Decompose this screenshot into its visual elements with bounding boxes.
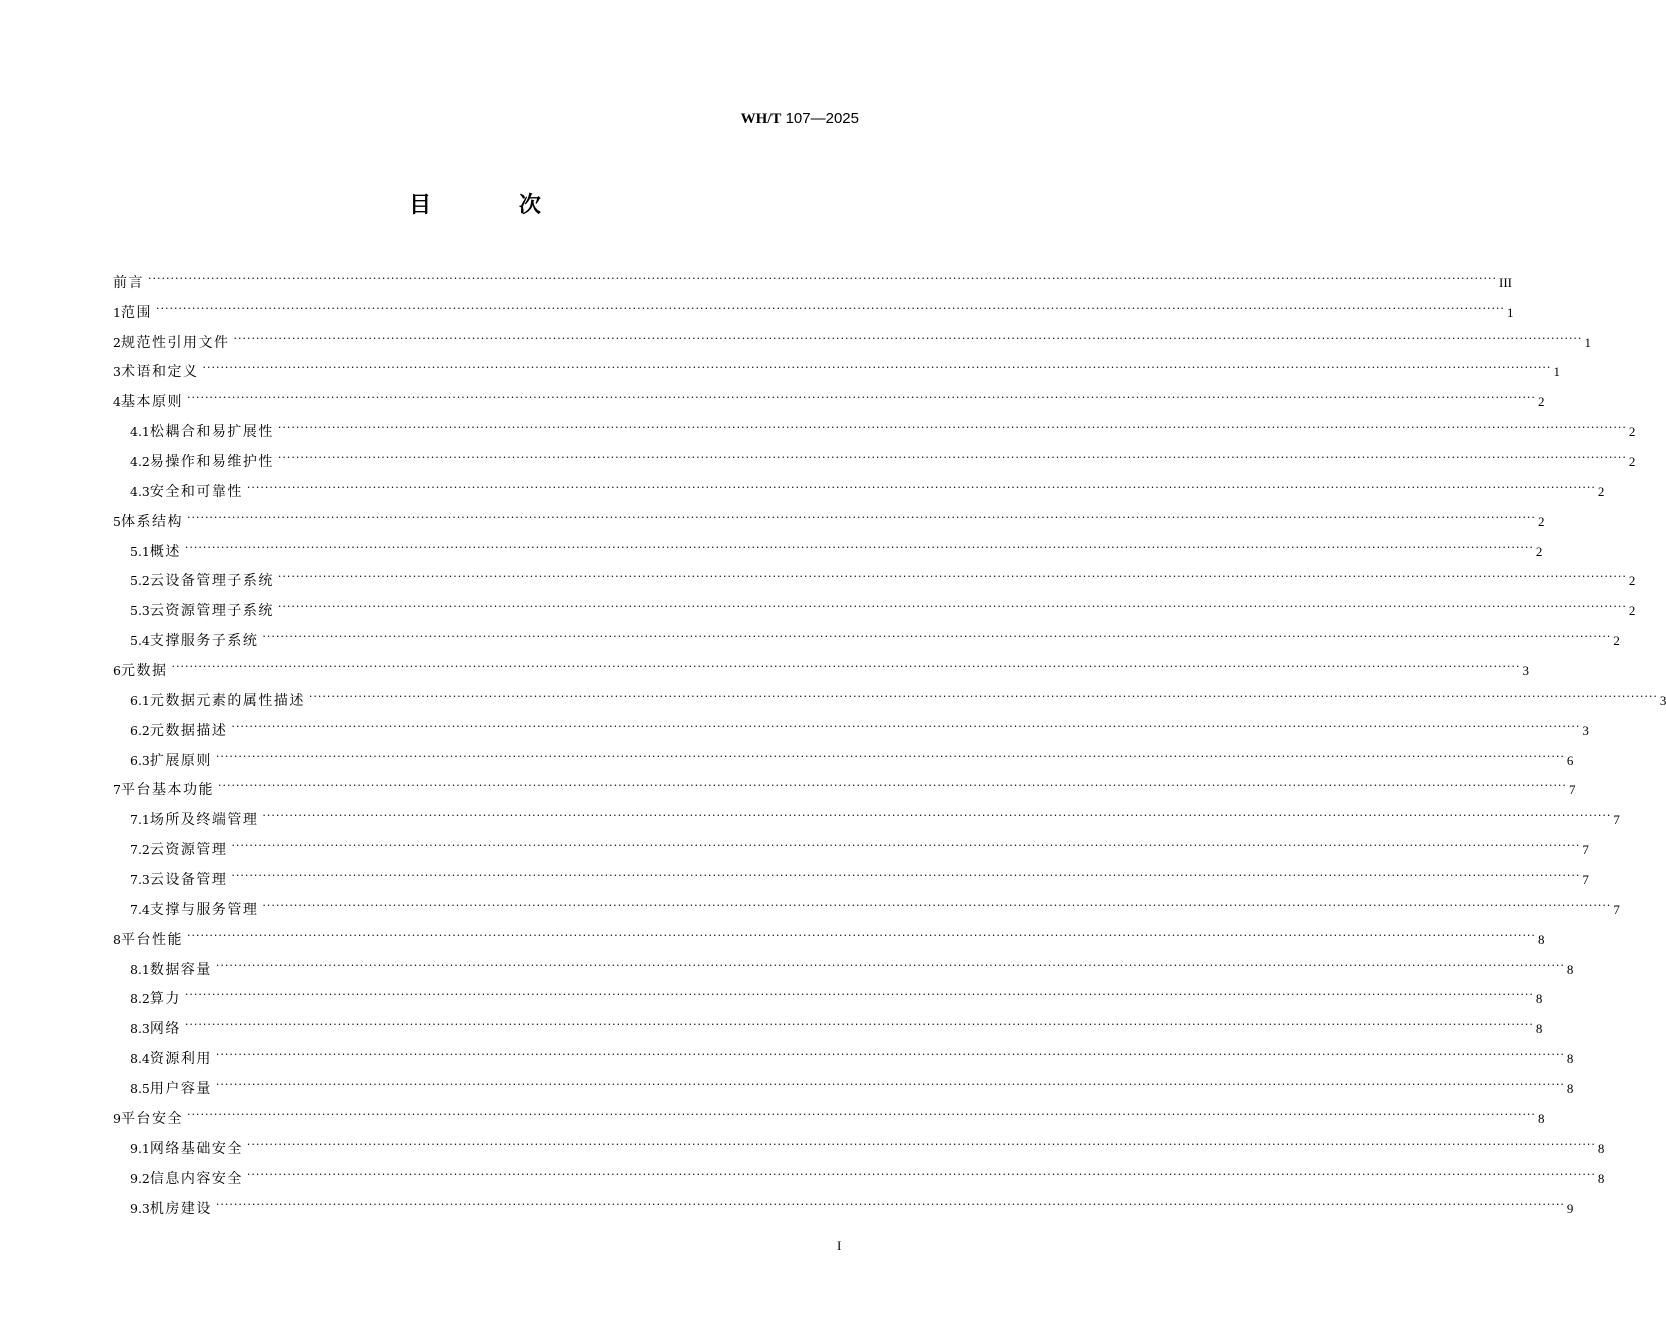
- toc-entry[interactable]: [113, 622, 1620, 652]
- toc-entry-page: 2: [1613, 633, 1620, 649]
- toc-dot-leader: ············································································································································································································································································································: [277, 421, 1627, 435]
- table-of-contents: [113, 264, 1666, 1220]
- toc-entry-label: 数据容量: [149, 961, 212, 978]
- toc-entry-number: 8: [113, 931, 121, 947]
- toc-entry-number: 4.1: [130, 424, 150, 440]
- toc-entry-page: 7: [1613, 812, 1620, 828]
- toc-entry-label: 元数据描述: [149, 722, 228, 739]
- toc-entry-page: 2: [1535, 543, 1543, 559]
- toc-entry-label: 支撑服务子系统: [149, 633, 259, 650]
- toc-entry[interactable]: [113, 831, 1589, 861]
- toc-entry-page: 2: [1628, 454, 1636, 470]
- toc-entry-label: 用户容量: [149, 1081, 212, 1098]
- toc-entry[interactable]: [113, 1010, 1543, 1040]
- toc-entry-label: 网络: [149, 1021, 181, 1038]
- toc-dot-leader: ············································································································································································································································································································: [215, 1048, 1565, 1062]
- toc-entry-label: 资源利用: [149, 1051, 212, 1068]
- toc-entry[interactable]: [113, 294, 1514, 324]
- toc-entry-number: 6: [113, 663, 121, 679]
- toc-entry-label: 信息内容安全: [149, 1170, 243, 1187]
- toc-entry-page: 7: [1582, 842, 1589, 858]
- toc-entry-page: 6: [1566, 752, 1574, 768]
- toc-entry-number: 5.2: [130, 573, 150, 589]
- toc-entry-page: 1: [1553, 364, 1560, 380]
- toc-entry[interactable]: [113, 354, 1560, 384]
- toc-entry-label: 平台性能: [120, 931, 183, 948]
- toc-dot-leader: ············································································································································································································································································································: [186, 510, 1536, 524]
- toc-entry[interactable]: [113, 413, 1636, 443]
- toc-entry-page: 2: [1628, 424, 1636, 440]
- toc-entry-page: 2: [1537, 513, 1545, 529]
- toc-entry-label: 前言: [113, 274, 144, 291]
- toc-dot-leader: ············································································································································································································································································································: [186, 1107, 1536, 1121]
- toc-entry-number: 7.1: [130, 812, 150, 828]
- toc-entry-number: 8.5: [130, 1081, 150, 1097]
- toc-dot-leader: ············································································································································································································································································································: [215, 749, 1565, 763]
- toc-entry-number: 4: [113, 394, 121, 410]
- toc-entry-label: 平台安全: [120, 1110, 183, 1127]
- toc-dot-leader: ············································································································································································································································································································: [277, 600, 1627, 614]
- toc-entry[interactable]: [113, 742, 1574, 772]
- toc-entry[interactable]: [113, 383, 1545, 413]
- toc-dot-leader: ············································································································································································································································································································: [184, 988, 1534, 1002]
- toc-entry[interactable]: [113, 1100, 1545, 1130]
- toc-entry-number: 7: [113, 782, 121, 798]
- toc-entry[interactable]: [113, 652, 1529, 682]
- toc-dot-leader: ············································································································································································································································································································: [171, 660, 1521, 674]
- toc-dot-leader: ············································································································································································································································································································: [246, 1167, 1596, 1181]
- standard-prefix: WH/T: [740, 111, 782, 127]
- toc-entry-page: 9: [1566, 1200, 1574, 1216]
- toc-entry-number: 9: [113, 1110, 121, 1126]
- toc-entry-number: 7.4: [130, 901, 150, 917]
- toc-entry-label: 平台基本功能: [120, 782, 214, 799]
- toc-dot-leader: ············································································································································································································································································································: [231, 839, 1581, 853]
- toc-entry[interactable]: [113, 533, 1543, 563]
- toc-dot-leader: ············································································································································································································································································································: [148, 271, 1497, 285]
- toc-entry-label: 机房建设: [149, 1200, 212, 1217]
- toc-entry[interactable]: [113, 682, 1666, 712]
- toc-entry[interactable]: [113, 1160, 1605, 1190]
- toc-entry-number: 2: [113, 334, 121, 350]
- toc-entry[interactable]: [113, 324, 1591, 354]
- toc-dot-leader: ············································································································································································································································································································: [246, 480, 1596, 494]
- toc-entry[interactable]: [113, 861, 1589, 891]
- toc-entry-number: 8.3: [130, 1021, 150, 1037]
- toc-dot-leader: ············································································································································································································································································································: [231, 869, 1581, 883]
- toc-entry[interactable]: [113, 1190, 1574, 1220]
- toc-entry[interactable]: [113, 443, 1636, 473]
- toc-entry-number: 9.2: [130, 1170, 150, 1186]
- toc-dot-leader: ············································································································································································································································································································: [308, 689, 1658, 703]
- toc-entry-label: 规范性引用文件: [120, 334, 230, 351]
- toc-entry-label: 概述: [149, 543, 181, 560]
- toc-entry-label: 元数据元素的属性描述: [149, 692, 305, 709]
- toc-entry-number: 8.1: [130, 961, 150, 977]
- toc-dot-leader: ············································································································································································································································································································: [215, 958, 1565, 972]
- toc-entry-number: 5: [113, 513, 121, 529]
- toc-entry[interactable]: [113, 592, 1636, 622]
- toc-entry-label: 云资源管理子系统: [149, 603, 274, 620]
- toc-entry-number: 6.3: [130, 752, 150, 768]
- toc-entry[interactable]: [113, 981, 1543, 1011]
- toc-entry-label: 松耦合和易扩展性: [149, 424, 274, 441]
- toc-entry-page: 2: [1628, 603, 1636, 619]
- toc-dot-leader: ············································································································································································································································································································: [233, 331, 1583, 345]
- toc-entry-number: 8.4: [130, 1051, 150, 1067]
- toc-entry-page: 8: [1566, 1081, 1574, 1097]
- toc-dot-leader: ············································································································································································································································································································: [155, 301, 1505, 315]
- toc-entry[interactable]: [113, 712, 1589, 742]
- toc-entry[interactable]: [113, 1040, 1574, 1070]
- toc-entry-page: 7: [1613, 901, 1620, 917]
- toc-entry-number: 5.3: [130, 603, 150, 619]
- toc-entry-label: 云资源管理: [149, 842, 228, 859]
- toc-entry-label: 易操作和易维护性: [149, 454, 274, 471]
- toc-entry[interactable]: [113, 801, 1620, 831]
- toc-entry-number: 9.3: [130, 1200, 150, 1216]
- toc-entry-label: 扩展原则: [149, 752, 212, 769]
- standard-number: 107—2025: [785, 110, 859, 127]
- toc-entry[interactable]: [113, 473, 1605, 503]
- toc-entry-page: 8: [1535, 1021, 1543, 1037]
- toc-entry-page: 3: [1659, 692, 1666, 708]
- toc-dot-leader: ············································································································································································································································································································: [217, 779, 1567, 793]
- toc-entry-number: 5.1: [130, 543, 150, 559]
- toc-dot-leader: ············································································································································································································································································································: [277, 570, 1627, 584]
- toc-entry-label: 元数据: [120, 663, 168, 680]
- toc-dot-leader: ············································································································································································································································································································: [215, 1197, 1565, 1211]
- toc-entry-page: 8: [1566, 961, 1574, 977]
- toc-entry-number: 7.3: [130, 872, 150, 888]
- toc-entry-number: 6.1: [130, 692, 150, 708]
- toc-entry-page: 2: [1537, 394, 1545, 410]
- toc-entry-page: 7: [1582, 872, 1589, 888]
- toc-entry-label: 场所及终端管理: [149, 812, 259, 829]
- toc-entry-label: 网络基础安全: [149, 1140, 243, 1157]
- toc-entry[interactable]: [113, 563, 1636, 593]
- standard-code: [741, 110, 859, 128]
- toc-dot-leader: ············································································································································································································································································································: [215, 1078, 1565, 1092]
- toc-entry-page: 3: [1582, 722, 1589, 738]
- toc-entry-label: 术语和定义: [120, 364, 199, 381]
- toc-entry-number: 1: [113, 304, 121, 320]
- toc-entry-label: 范围: [120, 304, 152, 321]
- toc-entry-page: 8: [1597, 1170, 1605, 1186]
- toc-entry[interactable]: [113, 891, 1620, 921]
- toc-entry-page: 3: [1522, 663, 1529, 679]
- toc-entry-number: 7.2: [130, 842, 150, 858]
- toc-dot-leader: ············································································································································································································································································································: [186, 928, 1536, 942]
- toc-entry-label: 算力: [149, 991, 181, 1008]
- toc-entry[interactable]: [113, 503, 1545, 533]
- toc-entry-page: 7: [1568, 782, 1576, 798]
- toc-title: 目 次: [409, 193, 581, 218]
- toc-entry-page: III: [1498, 274, 1512, 290]
- toc-entry-number: 4.2: [130, 454, 150, 470]
- toc-entry-number: 9.1: [130, 1140, 150, 1156]
- toc-dot-leader: ············································································································································································································································································································: [184, 540, 1534, 554]
- toc-entry[interactable]: [113, 1070, 1574, 1100]
- toc-entry-number: 6.2: [130, 722, 150, 738]
- toc-entry-label: 支撑与服务管理: [149, 901, 259, 918]
- toc-dot-leader: ············································································································································································································································································································: [262, 809, 1612, 823]
- toc-entry-label: 安全和可靠性: [149, 483, 243, 500]
- toc-entry-label: 基本原则: [120, 394, 183, 411]
- toc-dot-leader: ············································································································································································································································································································: [231, 719, 1581, 733]
- toc-entry-page: 8: [1597, 1140, 1605, 1156]
- toc-entry-label: 体系结构: [120, 513, 183, 530]
- toc-dot-leader: ············································································································································································································································································································: [277, 451, 1627, 465]
- toc-entry[interactable]: [113, 1130, 1605, 1160]
- toc-entry[interactable]: [113, 264, 1512, 294]
- toc-entry-label: 云设备管理: [149, 872, 228, 889]
- toc-entry-page: 8: [1535, 991, 1543, 1007]
- toc-entry[interactable]: [113, 951, 1574, 981]
- toc-entry[interactable]: [113, 921, 1545, 951]
- toc-dot-leader: ············································································································································································································································································································: [262, 898, 1612, 912]
- toc-entry-page: 1: [1506, 304, 1514, 320]
- toc-entry-number: 3: [113, 364, 121, 380]
- toc-dot-leader: ············································································································································································································································································································: [246, 1137, 1596, 1151]
- toc-dot-leader: ············································································································································································································································································································: [186, 391, 1536, 405]
- toc-entry-number: 5.4: [130, 633, 150, 649]
- toc-entry-number: 8.2: [130, 991, 150, 1007]
- toc-entry-page: 2: [1628, 573, 1636, 589]
- toc-entry-number: 4.3: [130, 483, 150, 499]
- toc-entry-page: 8: [1537, 1110, 1545, 1126]
- toc-dot-leader: ············································································································································································································································································································: [262, 630, 1612, 644]
- page-number: I: [837, 1238, 842, 1253]
- toc-entry-label: 云设备管理子系统: [149, 573, 274, 590]
- toc-dot-leader: ············································································································································································································································································································: [184, 1018, 1534, 1032]
- toc-entry-page: 1: [1584, 334, 1591, 350]
- toc-dot-leader: ············································································································································································································································································································: [202, 361, 1552, 375]
- toc-entry[interactable]: [113, 772, 1576, 802]
- toc-entry-page: 8: [1566, 1051, 1574, 1067]
- toc-entry-page: 2: [1597, 483, 1605, 499]
- toc-entry-page: 8: [1537, 931, 1545, 947]
